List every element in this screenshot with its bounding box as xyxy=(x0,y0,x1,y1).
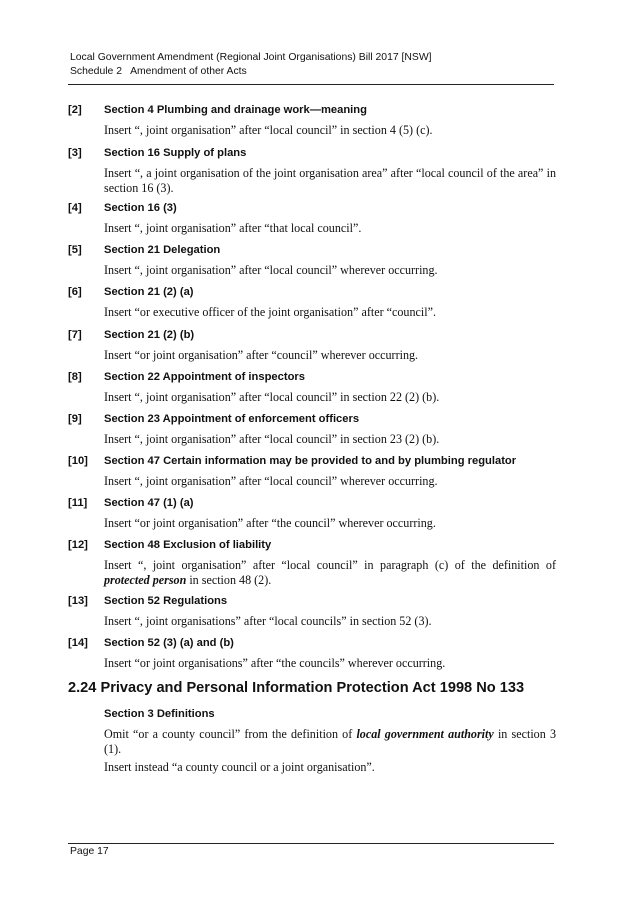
item-text-part: Insert “, joint organisation” after “local council” in paragraph (c) of the definition of xyxy=(104,558,556,572)
item-heading: Section 48 Exclusion of liability xyxy=(104,539,272,551)
item-heading: Section 3 Definitions xyxy=(104,708,215,720)
item-number: [7] xyxy=(68,329,82,341)
item-text: Insert “, joint organisation” after “local council” wherever occurring. xyxy=(104,263,438,277)
item-heading: Section 47 Certain information may be provided to and by plumbing regulator xyxy=(104,455,517,467)
item-number: [4] xyxy=(68,202,82,214)
item-heading: Section 16 (3) xyxy=(104,202,177,214)
item-text: Insert “, joint organisation” after “that local council”. xyxy=(104,221,362,235)
item-text: Insert “, a joint organisation of the joint organisation area” after “local council of the area” in section 16 (3). xyxy=(104,166,556,195)
item-text: Insert “or joint organisation” after “the council” wherever occurring. xyxy=(104,516,436,530)
item-heading: Section 21 Delegation xyxy=(104,244,221,256)
item-text: Insert “, joint organisations” after “local councils” in section 52 (3). xyxy=(104,614,432,628)
item-number: [6] xyxy=(68,286,82,298)
item-heading: Section 21 (2) (b) xyxy=(104,329,195,341)
item-text: Insert “, joint organisation” after “local council” wherever occurring. xyxy=(104,474,438,488)
item-number: [9] xyxy=(68,413,82,425)
item-heading: Section 4 Plumbing and drainage work—meaning xyxy=(104,104,367,116)
running-header xyxy=(70,51,560,78)
item-number: [5] xyxy=(68,244,82,256)
item-text: Insert “or joint organisation” after “council” wherever occurring. xyxy=(104,348,419,362)
item-text: Insert “or executive officer of the joint organisation” after “council”. xyxy=(104,305,436,319)
header-bill-title: Local Government Amendment (Regional Joint Organisations) Bill 2017 [NSW] xyxy=(70,52,432,63)
defined-term: protected person xyxy=(104,572,187,587)
item-heading: Section 47 (1) (a) xyxy=(104,497,194,509)
item-heading: Section 52 Regulations xyxy=(104,595,228,607)
defined-term: local government authority xyxy=(356,727,494,741)
item-number: [2] xyxy=(68,104,82,116)
item-number: [11] xyxy=(68,497,88,509)
header-schedule: Schedule 2 Amendment of other Acts xyxy=(70,65,247,77)
header-rule xyxy=(68,84,554,85)
item-text xyxy=(104,558,556,587)
item-heading: Section 16 Supply of plans xyxy=(104,147,247,159)
item-number: [13] xyxy=(68,595,88,607)
item-number: [14] xyxy=(68,637,88,649)
item-heading: Section 52 (3) (a) and (b) xyxy=(104,637,234,649)
item-text: Insert instead “a county council or a joint organisation”. xyxy=(104,760,375,774)
item-text-part: Omit “or a county council” from the definition of xyxy=(104,727,357,741)
item-text xyxy=(104,727,556,756)
item-text: Insert “or joint organisations” after “the councils” wherever occurring. xyxy=(104,656,446,670)
item-heading: Section 22 Appointment of inspectors xyxy=(104,371,305,383)
item-number: [8] xyxy=(68,371,82,383)
item-text: Insert “, joint organisation” after “local council” in section 22 (2) (b). xyxy=(104,390,440,404)
item-number: [10] xyxy=(68,455,88,467)
item-number: [12] xyxy=(68,539,88,551)
page-number: Page 17 xyxy=(70,846,109,857)
item-heading: Section 23 Appointment of enforcement officers xyxy=(104,413,360,425)
item-text: Insert “, joint organisation” after “local council” in section 4 (5) (c). xyxy=(104,123,433,137)
item-text-part: in section 3 (1). xyxy=(104,727,556,756)
item-number: [3] xyxy=(68,147,82,159)
footer-rule xyxy=(68,843,554,844)
item-heading: Section 21 (2) (a) xyxy=(104,286,194,298)
item-text: Insert “, joint organisation” after “local council” in section 23 (2) (b). xyxy=(104,432,440,446)
item-text-part: in section 48 (2). xyxy=(186,572,272,587)
section-heading: 2.24 Privacy and Personal Information Protection Act 1998 No 133 xyxy=(68,680,525,696)
